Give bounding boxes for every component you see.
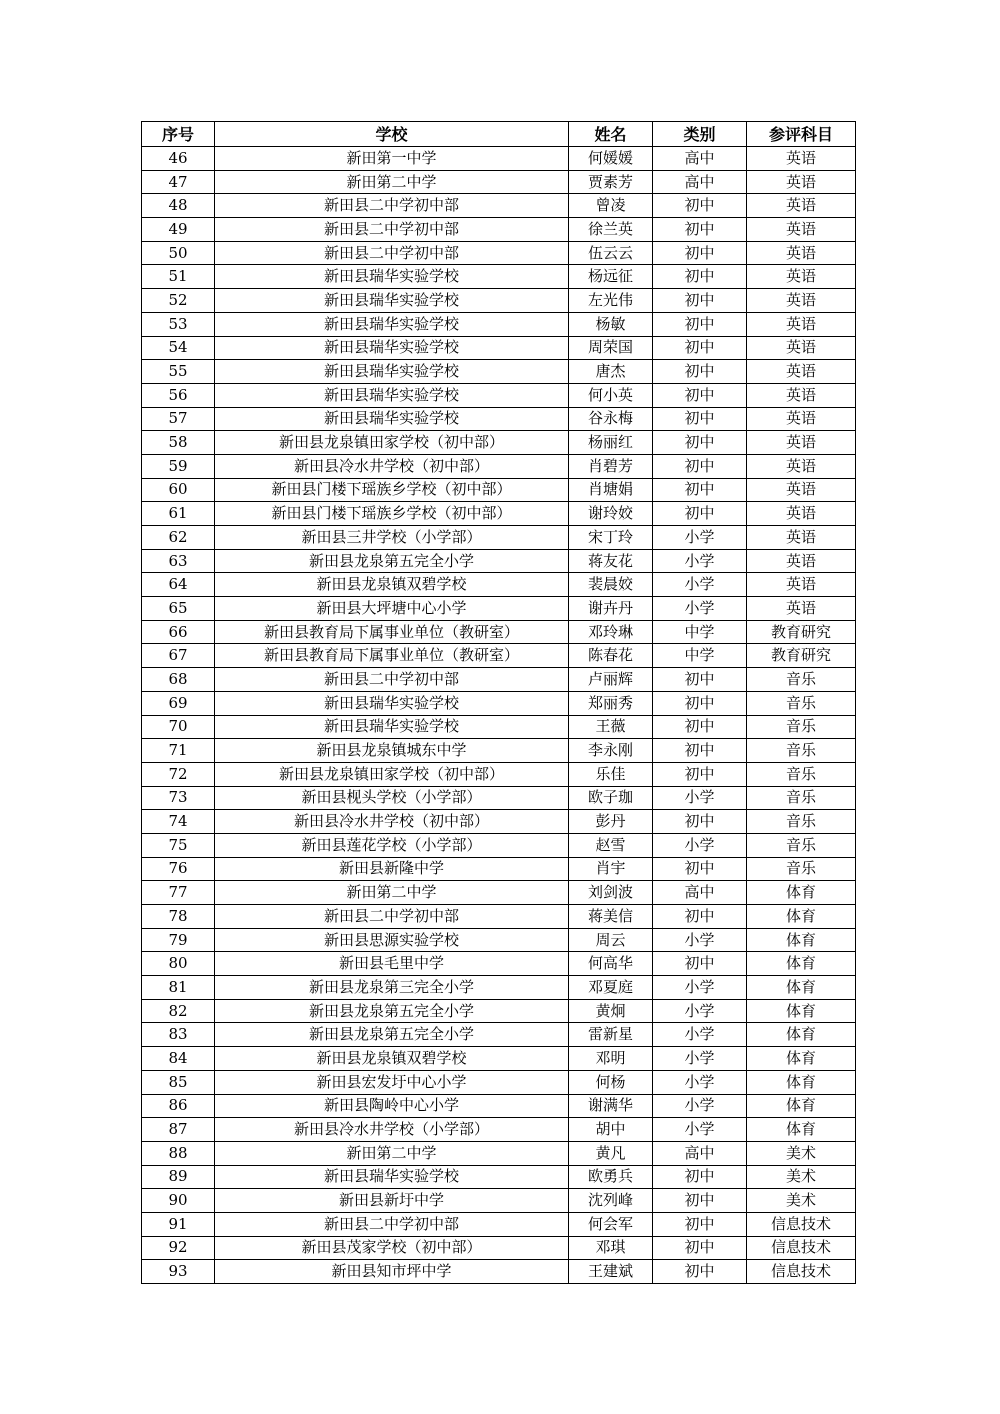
cell-serial-number: 54 (142, 336, 215, 360)
cell-name: 谢玲姣 (569, 502, 653, 526)
cell-category: 初中 (653, 454, 747, 478)
cell-name: 裴晨姣 (569, 573, 653, 597)
cell-category: 初中 (653, 691, 747, 715)
table-row (142, 454, 856, 478)
cell-name: 乐佳 (569, 762, 653, 786)
cell-school: 新田县瑞华实验学校 (215, 336, 569, 360)
table-row (142, 691, 856, 715)
cell-school: 新田第二中学 (215, 881, 569, 905)
cell-name: 杨敏 (569, 312, 653, 336)
cell-serial-number: 69 (142, 691, 215, 715)
cell-school: 新田县二中学初中部 (215, 241, 569, 265)
cell-category: 小学 (653, 1070, 747, 1094)
cell-subject: 体育 (747, 928, 856, 952)
cell-name: 陈春花 (569, 644, 653, 668)
cell-serial-number: 79 (142, 928, 215, 952)
table-row (142, 1070, 856, 1094)
cell-subject: 体育 (747, 976, 856, 1000)
cell-school: 新田县冷水井学校（初中部） (215, 810, 569, 834)
cell-subject: 体育 (747, 1094, 856, 1118)
cell-subject: 教育研究 (747, 620, 856, 644)
cell-serial-number: 72 (142, 762, 215, 786)
table-row (142, 1047, 856, 1071)
table-row (142, 1212, 856, 1236)
cell-name: 蒋美信 (569, 905, 653, 929)
cell-category: 小学 (653, 549, 747, 573)
cell-school: 新田县门楼下瑶族乡学校（初中部） (215, 502, 569, 526)
table-row (142, 218, 856, 242)
cell-subject: 英语 (747, 360, 856, 384)
cell-category: 小学 (653, 526, 747, 550)
cell-name: 杨丽红 (569, 431, 653, 455)
table-row (142, 1118, 856, 1142)
table-row (142, 857, 856, 881)
cell-subject: 体育 (747, 999, 856, 1023)
cell-name: 唐杰 (569, 360, 653, 384)
cell-category: 小学 (653, 1118, 747, 1142)
cell-name: 谢满华 (569, 1094, 653, 1118)
cell-school: 新田第二中学 (215, 1141, 569, 1165)
cell-name: 赵雪 (569, 833, 653, 857)
cell-serial-number: 71 (142, 739, 215, 763)
cell-category: 初中 (653, 312, 747, 336)
cell-category: 初中 (653, 1212, 747, 1236)
cell-school: 新田县知市坪中学 (215, 1260, 569, 1284)
cell-school: 新田县大坪塘中心小学 (215, 597, 569, 621)
cell-category: 小学 (653, 999, 747, 1023)
table-row (142, 407, 856, 431)
cell-serial-number: 73 (142, 786, 215, 810)
table-row (142, 478, 856, 502)
cell-subject: 体育 (747, 1047, 856, 1071)
cell-school: 新田县冷水井学校（初中部） (215, 454, 569, 478)
table-row (142, 786, 856, 810)
cell-name: 肖碧芳 (569, 454, 653, 478)
cell-serial-number: 68 (142, 668, 215, 692)
table-row (142, 905, 856, 929)
cell-name: 李永刚 (569, 739, 653, 763)
cell-name: 何媛媛 (569, 147, 653, 171)
table-row (142, 1023, 856, 1047)
cell-school: 新田县茂家学校（初中部） (215, 1236, 569, 1260)
cell-name: 杨远征 (569, 265, 653, 289)
cell-serial-number: 78 (142, 905, 215, 929)
table-row (142, 881, 856, 905)
cell-category: 初中 (653, 905, 747, 929)
cell-category: 初中 (653, 431, 747, 455)
table-row (142, 739, 856, 763)
cell-name: 肖宇 (569, 857, 653, 881)
cell-serial-number: 89 (142, 1165, 215, 1189)
cell-school: 新田县龙泉镇田家学校（初中部） (215, 431, 569, 455)
table-row (142, 1165, 856, 1189)
cell-school: 新田县门楼下瑶族乡学校（初中部） (215, 478, 569, 502)
cell-serial-number: 75 (142, 833, 215, 857)
header-subject: 参评科目 (747, 122, 856, 147)
cell-serial-number: 53 (142, 312, 215, 336)
cell-subject: 体育 (747, 952, 856, 976)
cell-name: 何小英 (569, 383, 653, 407)
table-row (142, 241, 856, 265)
cell-name: 雷新星 (569, 1023, 653, 1047)
cell-name: 蒋友花 (569, 549, 653, 573)
cell-category: 中学 (653, 620, 747, 644)
table-row (142, 312, 856, 336)
table-body (142, 147, 856, 1284)
cell-subject: 美术 (747, 1165, 856, 1189)
cell-school: 新田第二中学 (215, 170, 569, 194)
cell-category: 初中 (653, 383, 747, 407)
cell-subject: 英语 (747, 383, 856, 407)
cell-subject: 体育 (747, 881, 856, 905)
cell-category: 初中 (653, 810, 747, 834)
cell-subject: 英语 (747, 502, 856, 526)
cell-serial-number: 66 (142, 620, 215, 644)
cell-subject: 美术 (747, 1189, 856, 1213)
cell-subject: 音乐 (747, 739, 856, 763)
table-row (142, 194, 856, 218)
cell-category: 初中 (653, 1260, 747, 1284)
cell-name: 邓琪 (569, 1236, 653, 1260)
table-row (142, 715, 856, 739)
table-row (142, 1094, 856, 1118)
cell-name: 黄炯 (569, 999, 653, 1023)
cell-serial-number: 49 (142, 218, 215, 242)
cell-subject: 信息技术 (747, 1236, 856, 1260)
cell-serial-number: 91 (142, 1212, 215, 1236)
cell-category: 初中 (653, 218, 747, 242)
table-row (142, 644, 856, 668)
cell-category: 小学 (653, 1047, 747, 1071)
cell-name: 何高华 (569, 952, 653, 976)
cell-name: 周云 (569, 928, 653, 952)
cell-school: 新田县三井学校（小学部） (215, 526, 569, 550)
table-row (142, 952, 856, 976)
cell-serial-number: 80 (142, 952, 215, 976)
table-row (142, 431, 856, 455)
cell-name: 黄凡 (569, 1141, 653, 1165)
cell-serial-number: 55 (142, 360, 215, 384)
cell-subject: 英语 (747, 573, 856, 597)
cell-category: 小学 (653, 1023, 747, 1047)
cell-school: 新田第一中学 (215, 147, 569, 171)
cell-school: 新田县瑞华实验学校 (215, 360, 569, 384)
cell-name: 肖塘娟 (569, 478, 653, 502)
table-row (142, 928, 856, 952)
cell-category: 初中 (653, 762, 747, 786)
cell-school: 新田县龙泉镇城东中学 (215, 739, 569, 763)
cell-school: 新田县龙泉第三完全小学 (215, 976, 569, 1000)
cell-name: 郑丽秀 (569, 691, 653, 715)
cell-category: 初中 (653, 1189, 747, 1213)
cell-subject: 英语 (747, 454, 856, 478)
cell-subject: 英语 (747, 478, 856, 502)
table-row (142, 1236, 856, 1260)
cell-category: 初中 (653, 241, 747, 265)
cell-serial-number: 46 (142, 147, 215, 171)
cell-school: 新田县龙泉镇田家学校（初中部） (215, 762, 569, 786)
cell-subject: 英语 (747, 336, 856, 360)
cell-category: 初中 (653, 502, 747, 526)
cell-school: 新田县二中学初中部 (215, 668, 569, 692)
cell-category: 小学 (653, 786, 747, 810)
cell-name: 欧勇兵 (569, 1165, 653, 1189)
cell-school: 新田县龙泉第五完全小学 (215, 549, 569, 573)
cell-serial-number: 88 (142, 1141, 215, 1165)
cell-subject: 体育 (747, 1023, 856, 1047)
cell-subject: 体育 (747, 905, 856, 929)
cell-name: 邓明 (569, 1047, 653, 1071)
header-school: 学校 (215, 122, 569, 147)
table-row (142, 502, 856, 526)
cell-subject: 信息技术 (747, 1260, 856, 1284)
table-header-row (142, 122, 856, 147)
cell-serial-number: 57 (142, 407, 215, 431)
cell-name: 周荣国 (569, 336, 653, 360)
table-row (142, 668, 856, 692)
cell-subject: 体育 (747, 1070, 856, 1094)
cell-serial-number: 62 (142, 526, 215, 550)
cell-category: 初中 (653, 360, 747, 384)
table-row (142, 265, 856, 289)
cell-serial-number: 58 (142, 431, 215, 455)
cell-serial-number: 84 (142, 1047, 215, 1071)
table-row (142, 383, 856, 407)
cell-subject: 英语 (747, 407, 856, 431)
cell-serial-number: 65 (142, 597, 215, 621)
cell-subject: 美术 (747, 1141, 856, 1165)
cell-school: 新田县瑞华实验学校 (215, 691, 569, 715)
cell-subject: 音乐 (747, 762, 856, 786)
cell-subject: 英语 (747, 597, 856, 621)
cell-serial-number: 50 (142, 241, 215, 265)
cell-category: 高中 (653, 881, 747, 905)
cell-serial-number: 61 (142, 502, 215, 526)
table-row (142, 1260, 856, 1284)
cell-name: 伍云云 (569, 241, 653, 265)
table-row (142, 170, 856, 194)
cell-name: 左光伟 (569, 289, 653, 313)
cell-category: 初中 (653, 952, 747, 976)
table-row (142, 810, 856, 834)
cell-category: 初中 (653, 1236, 747, 1260)
cell-category: 中学 (653, 644, 747, 668)
cell-category: 高中 (653, 170, 747, 194)
cell-subject: 英语 (747, 218, 856, 242)
cell-name: 谢卉丹 (569, 597, 653, 621)
cell-name: 刘剑波 (569, 881, 653, 905)
cell-serial-number: 67 (142, 644, 215, 668)
table-row (142, 1189, 856, 1213)
cell-category: 初中 (653, 289, 747, 313)
cell-name: 王建斌 (569, 1260, 653, 1284)
cell-serial-number: 85 (142, 1070, 215, 1094)
cell-school: 新田县二中学初中部 (215, 905, 569, 929)
cell-serial-number: 60 (142, 478, 215, 502)
cell-school: 新田县龙泉第五完全小学 (215, 1023, 569, 1047)
cell-serial-number: 70 (142, 715, 215, 739)
cell-category: 小学 (653, 573, 747, 597)
cell-category: 初中 (653, 857, 747, 881)
cell-serial-number: 64 (142, 573, 215, 597)
cell-name: 何会军 (569, 1212, 653, 1236)
cell-subject: 音乐 (747, 691, 856, 715)
cell-name: 沈列峰 (569, 1189, 653, 1213)
cell-subject: 教育研究 (747, 644, 856, 668)
table-row (142, 549, 856, 573)
cell-school: 新田县教育局下属事业单位（教研室） (215, 620, 569, 644)
cell-category: 小学 (653, 976, 747, 1000)
cell-school: 新田县龙泉第五完全小学 (215, 999, 569, 1023)
cell-subject: 英语 (747, 549, 856, 573)
cell-school: 新田县龙泉镇双碧学校 (215, 1047, 569, 1071)
cell-name: 欧子珈 (569, 786, 653, 810)
table-row (142, 999, 856, 1023)
table-row (142, 289, 856, 313)
cell-category: 小学 (653, 928, 747, 952)
cell-name: 胡中 (569, 1118, 653, 1142)
cell-category: 初中 (653, 265, 747, 289)
cell-serial-number: 83 (142, 1023, 215, 1047)
cell-category: 初中 (653, 668, 747, 692)
cell-serial-number: 92 (142, 1236, 215, 1260)
cell-category: 初中 (653, 407, 747, 431)
cell-category: 高中 (653, 1141, 747, 1165)
cell-serial-number: 48 (142, 194, 215, 218)
cell-name: 谷永梅 (569, 407, 653, 431)
cell-school: 新田县新隆中学 (215, 857, 569, 881)
teacher-roster-table (141, 121, 856, 1284)
cell-school: 新田县思源实验学校 (215, 928, 569, 952)
cell-name: 何杨 (569, 1070, 653, 1094)
cell-school: 新田县瑞华实验学校 (215, 289, 569, 313)
cell-school: 新田县新圩中学 (215, 1189, 569, 1213)
header-name: 姓名 (569, 122, 653, 147)
cell-subject: 音乐 (747, 786, 856, 810)
cell-name: 徐兰英 (569, 218, 653, 242)
cell-category: 初中 (653, 194, 747, 218)
table-row (142, 1141, 856, 1165)
cell-school: 新田县瑞华实验学校 (215, 1165, 569, 1189)
cell-subject: 英语 (747, 265, 856, 289)
cell-subject: 英语 (747, 170, 856, 194)
cell-serial-number: 82 (142, 999, 215, 1023)
header-category: 类别 (653, 122, 747, 147)
cell-subject: 信息技术 (747, 1212, 856, 1236)
cell-school: 新田县教育局下属事业单位（教研室） (215, 644, 569, 668)
cell-subject: 音乐 (747, 857, 856, 881)
cell-subject: 音乐 (747, 833, 856, 857)
cell-subject: 体育 (747, 1118, 856, 1142)
table-row (142, 620, 856, 644)
cell-serial-number: 59 (142, 454, 215, 478)
table-row (142, 573, 856, 597)
cell-category: 小学 (653, 597, 747, 621)
cell-serial-number: 77 (142, 881, 215, 905)
cell-subject: 音乐 (747, 715, 856, 739)
cell-category: 初中 (653, 336, 747, 360)
cell-serial-number: 90 (142, 1189, 215, 1213)
cell-subject: 英语 (747, 147, 856, 171)
cell-subject: 英语 (747, 431, 856, 455)
cell-name: 贾素芳 (569, 170, 653, 194)
cell-name: 卢丽辉 (569, 668, 653, 692)
cell-serial-number: 74 (142, 810, 215, 834)
cell-name: 邓夏庭 (569, 976, 653, 1000)
table-row (142, 833, 856, 857)
cell-subject: 英语 (747, 194, 856, 218)
cell-school: 新田县冷水井学校（小学部） (215, 1118, 569, 1142)
cell-name: 王薇 (569, 715, 653, 739)
table-row (142, 976, 856, 1000)
table-row (142, 762, 856, 786)
cell-school: 新田县二中学初中部 (215, 1212, 569, 1236)
cell-category: 初中 (653, 739, 747, 763)
cell-school: 新田县瑞华实验学校 (215, 383, 569, 407)
table-row (142, 597, 856, 621)
cell-school: 新田县瑞华实验学校 (215, 407, 569, 431)
table-row (142, 526, 856, 550)
cell-school: 新田县瑞华实验学校 (215, 312, 569, 336)
cell-subject: 音乐 (747, 668, 856, 692)
cell-serial-number: 93 (142, 1260, 215, 1284)
cell-serial-number: 52 (142, 289, 215, 313)
cell-serial-number: 47 (142, 170, 215, 194)
cell-school: 新田县二中学初中部 (215, 218, 569, 242)
cell-subject: 英语 (747, 526, 856, 550)
table-row (142, 360, 856, 384)
cell-school: 新田县二中学初中部 (215, 194, 569, 218)
table-row (142, 336, 856, 360)
cell-subject: 英语 (747, 289, 856, 313)
cell-subject: 音乐 (747, 810, 856, 834)
cell-category: 高中 (653, 147, 747, 171)
cell-serial-number: 86 (142, 1094, 215, 1118)
cell-name: 彭丹 (569, 810, 653, 834)
cell-category: 初中 (653, 1165, 747, 1189)
cell-name: 邓玲琳 (569, 620, 653, 644)
cell-category: 小学 (653, 833, 747, 857)
cell-school: 新田县宏发圩中心小学 (215, 1070, 569, 1094)
cell-serial-number: 56 (142, 383, 215, 407)
cell-subject: 英语 (747, 241, 856, 265)
cell-school: 新田县龙泉镇双碧学校 (215, 573, 569, 597)
table-row (142, 147, 856, 171)
cell-subject: 英语 (747, 312, 856, 336)
cell-school: 新田县毛里中学 (215, 952, 569, 976)
cell-serial-number: 63 (142, 549, 215, 573)
header-serial-number: 序号 (142, 122, 215, 147)
cell-category: 初中 (653, 715, 747, 739)
cell-school: 新田县枧头学校（小学部） (215, 786, 569, 810)
cell-category: 初中 (653, 478, 747, 502)
cell-school: 新田县瑞华实验学校 (215, 715, 569, 739)
cell-school: 新田县瑞华实验学校 (215, 265, 569, 289)
cell-name: 宋丁玲 (569, 526, 653, 550)
cell-serial-number: 81 (142, 976, 215, 1000)
cell-serial-number: 76 (142, 857, 215, 881)
cell-name: 曾凌 (569, 194, 653, 218)
cell-serial-number: 87 (142, 1118, 215, 1142)
cell-serial-number: 51 (142, 265, 215, 289)
cell-school: 新田县陶岭中心小学 (215, 1094, 569, 1118)
cell-school: 新田县莲花学校（小学部） (215, 833, 569, 857)
cell-category: 小学 (653, 1094, 747, 1118)
